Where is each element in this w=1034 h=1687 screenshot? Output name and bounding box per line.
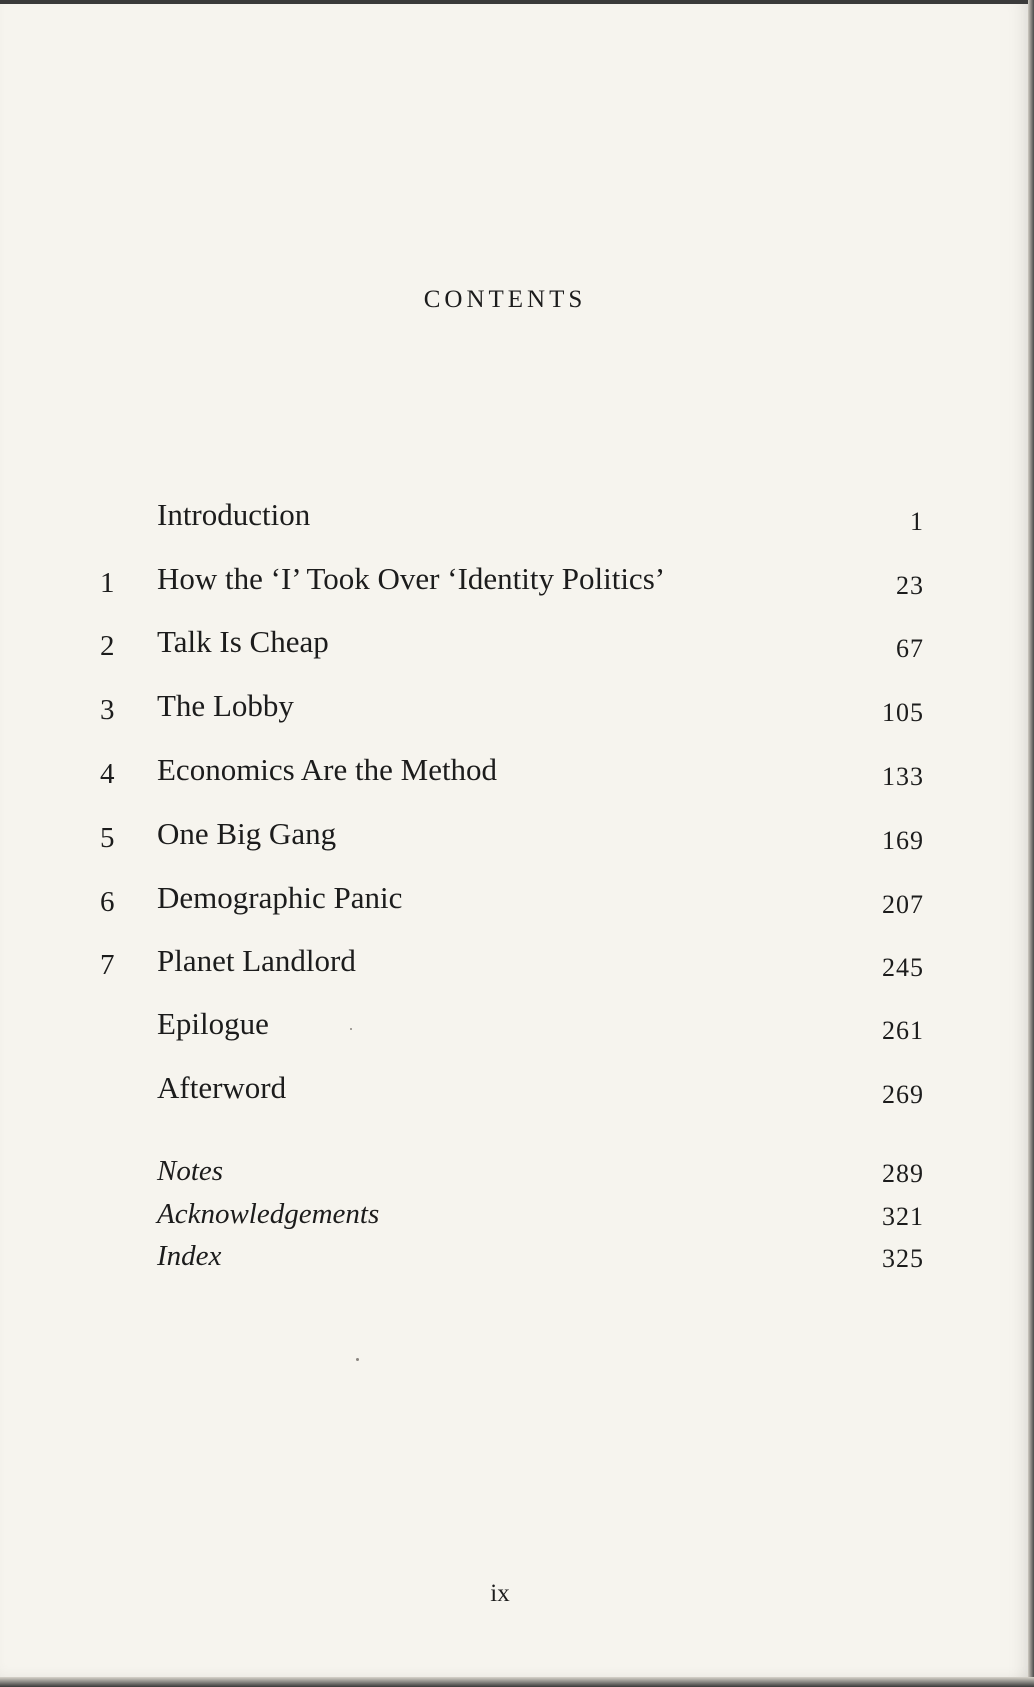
back-matter-title: Index — [157, 1240, 222, 1272]
page-folio: ix — [490, 1580, 510, 1607]
toc-row-chapter-4 — [0, 752, 1034, 796]
toc-row-chapter-7 — [0, 943, 1034, 987]
toc-row-chapter-1 — [0, 561, 1034, 605]
toc-row-acknowledgements — [0, 1198, 1034, 1242]
chapter-title: One Big Gang — [157, 816, 337, 851]
toc-row-afterword — [0, 1070, 1034, 1114]
back-matter-title: Notes — [157, 1155, 224, 1187]
chapter-title: How the ‘I’ Took Over ‘Identity Politics’ — [157, 561, 666, 596]
chapter-number: 5 — [100, 822, 115, 854]
toc-row-chapter-5 — [0, 816, 1034, 860]
toc-row-index — [0, 1240, 1034, 1284]
chapter-title: Introduction — [157, 497, 311, 532]
chapter-number: 4 — [100, 758, 115, 790]
paper-speck — [350, 1028, 352, 1030]
chapter-title: Afterword — [157, 1070, 287, 1105]
chapter-title: Epilogue — [157, 1006, 269, 1041]
chapter-title: Demographic Panic — [157, 880, 403, 915]
chapter-page-number: 207 — [882, 890, 924, 919]
chapter-page-number: 67 — [896, 634, 924, 663]
chapter-page-number: 1 — [910, 507, 924, 536]
chapter-page-number: 261 — [882, 1016, 924, 1045]
paper-speck — [356, 1358, 359, 1361]
chapter-number: 7 — [100, 949, 115, 981]
toc-row-chapter-6 — [0, 880, 1034, 924]
chapter-page-number: 105 — [882, 698, 924, 727]
chapter-page-number: 169 — [882, 826, 924, 855]
chapter-number: 3 — [100, 694, 115, 726]
back-matter-title: Acknowledgements — [157, 1198, 380, 1230]
toc-row-notes — [0, 1155, 1034, 1199]
back-matter-page-number: 321 — [882, 1202, 924, 1231]
back-matter-page-number: 325 — [882, 1244, 924, 1273]
toc-row-chapter-2 — [0, 624, 1034, 668]
contents-heading: CONTENTS — [423, 286, 587, 313]
chapter-number: 6 — [100, 886, 115, 918]
chapter-title: Planet Landlord — [157, 943, 356, 978]
chapter-title: Talk Is Cheap — [157, 624, 329, 659]
chapter-page-number: 23 — [896, 571, 924, 600]
chapter-page-number: 269 — [882, 1080, 924, 1109]
chapter-title: Economics Are the Method — [157, 752, 498, 787]
chapter-title: The Lobby — [157, 688, 294, 723]
toc-row-introduction — [0, 497, 1034, 541]
chapter-number: 2 — [100, 630, 115, 662]
chapter-number: 1 — [100, 567, 115, 599]
chapter-page-number: 133 — [882, 762, 924, 791]
chapter-page-number: 245 — [882, 953, 924, 982]
toc-row-chapter-3 — [0, 688, 1034, 732]
back-matter-page-number: 289 — [882, 1159, 924, 1188]
toc-row-epilogue — [0, 1006, 1034, 1050]
